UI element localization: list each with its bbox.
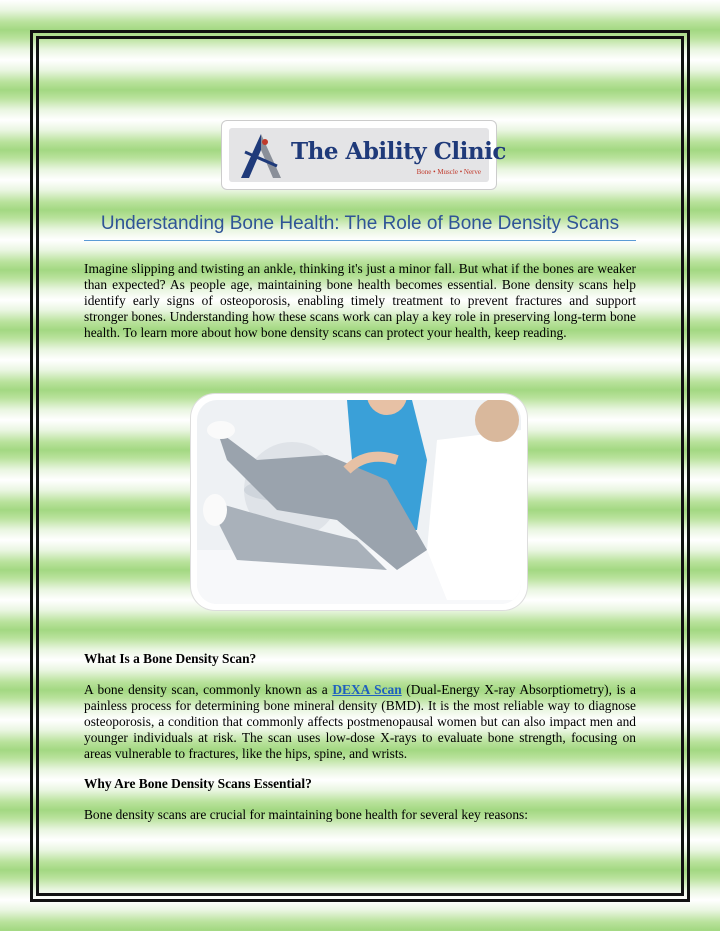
clinic-logo-tagline: Bone • Muscle • Nerve	[416, 168, 481, 176]
intro-paragraph: Imagine slipping and twisting an ankle, thinking it's just a minor fall. But what if the bones are weaker than expected? As people age, maintaining bone health becomes essential. Bone density scans help identify early signs of osteoporosis, enabling timely treatment to prevent fractures and support stronger bones. Understanding how these scans work can play a key role in preserving long-term bone health. To learn more about how bone density scans can protect your health, keep reading.	[84, 261, 636, 341]
therapy-photo-frame	[191, 394, 527, 610]
clinic-logo	[221, 120, 506, 190]
clinic-logo-icon	[235, 130, 287, 182]
clinic-logo-name: The Ability Clinic	[291, 138, 506, 165]
therapy-photo	[197, 400, 521, 604]
section-paragraph-why-essential: Bone density scans are crucial for maintaining bone health for several key reasons:	[84, 807, 528, 822]
section-paragraph-what-is: A bone density scan, commonly known as a DEXA Scan (Dual-Energy X-ray Absorptiometry), is a painless process for determining bone mineral density (BMD). It is the most reliable way to diagnose osteoporosis, a condition that commonly affects postmenopausal women but can also impact men and younger individuals at risk. The scan uses low-dose X-rays to evaluate bone strength, focusing on areas vulnerable to fractures, like the hips, spine, and wrists.	[84, 682, 637, 762]
section-heading-why-essential: Why Are Bone Density Scans Essential?	[84, 776, 312, 791]
article-title: Understanding Bone Health: The Role of Bone Density Scans	[100, 213, 620, 234]
dexa-scan-link[interactable]: DEXA Scan	[332, 682, 402, 697]
section-heading-what-is: What Is a Bone Density Scan?	[84, 651, 257, 666]
title-underline	[84, 240, 636, 241]
